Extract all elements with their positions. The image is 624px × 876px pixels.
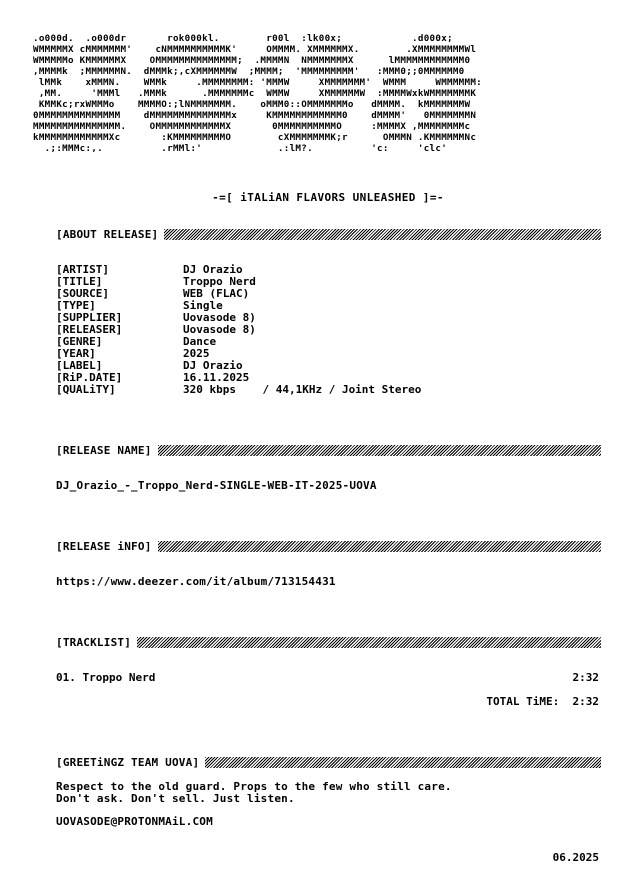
hatch-divider — [137, 637, 601, 648]
section-header-tracklist — [56, 635, 601, 649]
about-key: [ARTIST] — [56, 263, 109, 276]
section-header-release-name — [56, 443, 601, 457]
about-key: [TYPE] — [56, 299, 96, 312]
about-value: 2025 — [183, 347, 210, 360]
section-header-greetings — [56, 755, 601, 769]
section-title: [RELEASE NAME] — [56, 443, 152, 457]
greeting-line: Don't ask. Don't sell. Just listen. — [56, 792, 295, 805]
about-key: [RiP.DATE] — [56, 371, 123, 384]
track-time: 2:32 — [572, 671, 599, 684]
about-row — [56, 288, 421, 300]
about-key: [LABEL] — [56, 359, 103, 372]
about-value: Uovasode 8) — [183, 323, 256, 336]
about-value: WEB (FLAC) — [183, 287, 250, 300]
contact-email[interactable]: UOVASODE@PROTONMAiL.COM — [56, 815, 213, 828]
about-value: 320 kbps / 44,1KHz / Joint Stereo — [183, 383, 422, 396]
about-row — [56, 384, 421, 396]
about-row — [56, 336, 421, 348]
about-key: [SOURCE] — [56, 287, 109, 300]
about-value: Single — [183, 299, 223, 312]
track-title: 01. Troppo Nerd — [56, 671, 156, 684]
about-value: DJ Orazio — [183, 263, 243, 276]
tagline: -=[ iTALiAN FLAVORS UNLEASHED ]=- — [212, 191, 444, 204]
total-time: TOTAL TiME: 2:32 — [486, 695, 599, 708]
greeting-line: Respect to the old guard. Props to the few who still care. — [56, 780, 452, 793]
section-header-release-info — [56, 539, 601, 553]
about-row — [56, 324, 421, 336]
section-title: [ABOUT RELEASE] — [56, 227, 159, 241]
hatch-divider — [158, 445, 601, 456]
release-date: 06.2025 — [552, 851, 599, 864]
hatch-divider — [164, 229, 601, 240]
about-key: [QUALiTY] — [56, 383, 116, 396]
section-title: [GREETiNGZ TEAM UOVA] — [56, 755, 200, 769]
section-title: [TRACKLIST] — [56, 635, 132, 649]
hatch-divider — [158, 541, 601, 552]
about-key: [RELEASER] — [56, 323, 123, 336]
about-value: Dance — [183, 335, 217, 348]
about-value: Uovasode 8) — [183, 311, 256, 324]
about-value: 16.11.2025 — [183, 371, 250, 384]
about-table — [56, 264, 421, 396]
about-key: [TITLE] — [56, 275, 103, 288]
about-key: [YEAR] — [56, 347, 96, 360]
section-header-about — [56, 227, 601, 241]
about-value: Troppo Nerd — [183, 275, 256, 288]
release-name-text: DJ_Orazio_-_Troppo_Nerd-SINGLE-WEB-IT-2025-UOVA — [56, 479, 377, 492]
hatch-divider — [205, 757, 601, 768]
release-info-link[interactable]: https://www.deezer.com/it/album/713154431 — [56, 575, 336, 588]
about-key: [SUPPLIER] — [56, 311, 123, 324]
about-key: [GENRE] — [56, 335, 103, 348]
about-value: DJ Orazio — [183, 359, 243, 372]
track-row — [56, 671, 599, 684]
section-title: [RELEASE iNFO] — [56, 539, 152, 553]
ascii-logo: .o000d. .o000dr rok000kl. r00l :lk00x; .d000x; WMMMMMX cMMMMMMM' cNMMMMMMMMMMK' OMMMM. XMMMMMMX. .XMMMMMMMMWl WMMMMMo KMMMMMMX OMMMMMMMMMMMMMM; .MMMMN NMMMMMMMX lMMMMMMMMMMMM0 ,MMMMk ;MMMMMMN. dMMMk;,cXMMMMMMW ;MMMM; 'MMMMMMMMM' :MMM0;;0MMMMMM0 lMMk xMMMN. WMMk .MMMMMMMM: 'MMMW XMMMMMMM' WMMM WMMMMMM: ,MM. 'MMMl .MMMk .MMMMMMMc WMMW XMMMMMMW :MMMMWxkWMMMMMMMK KMMKc;rxWMMMo MMMMO:;lNMMMMMMM. oMMM0::OMMMMMMMo dMMMM. kMMMMMMMW 0MMMMMMMMMMMMMM dMMMMMMMMMMMMMMx KMMMMMMMMMMMM0 dMMMM' 0MMMMMMMN MMMMMMMMMMMMMMM. OMMMMMMMMMMMMX 0MMMMMMMMMMO :MMMMX ,MMMMMMMMc kMMMMMMMMMMMMXc :KMMMMMMMMMO cXMMMMMMMK;r OMMMN .KMMMMMMNc .;:MMMc:,. .rMMl:' .:lM?. 'c: 'clc' — [33, 33, 483, 154]
